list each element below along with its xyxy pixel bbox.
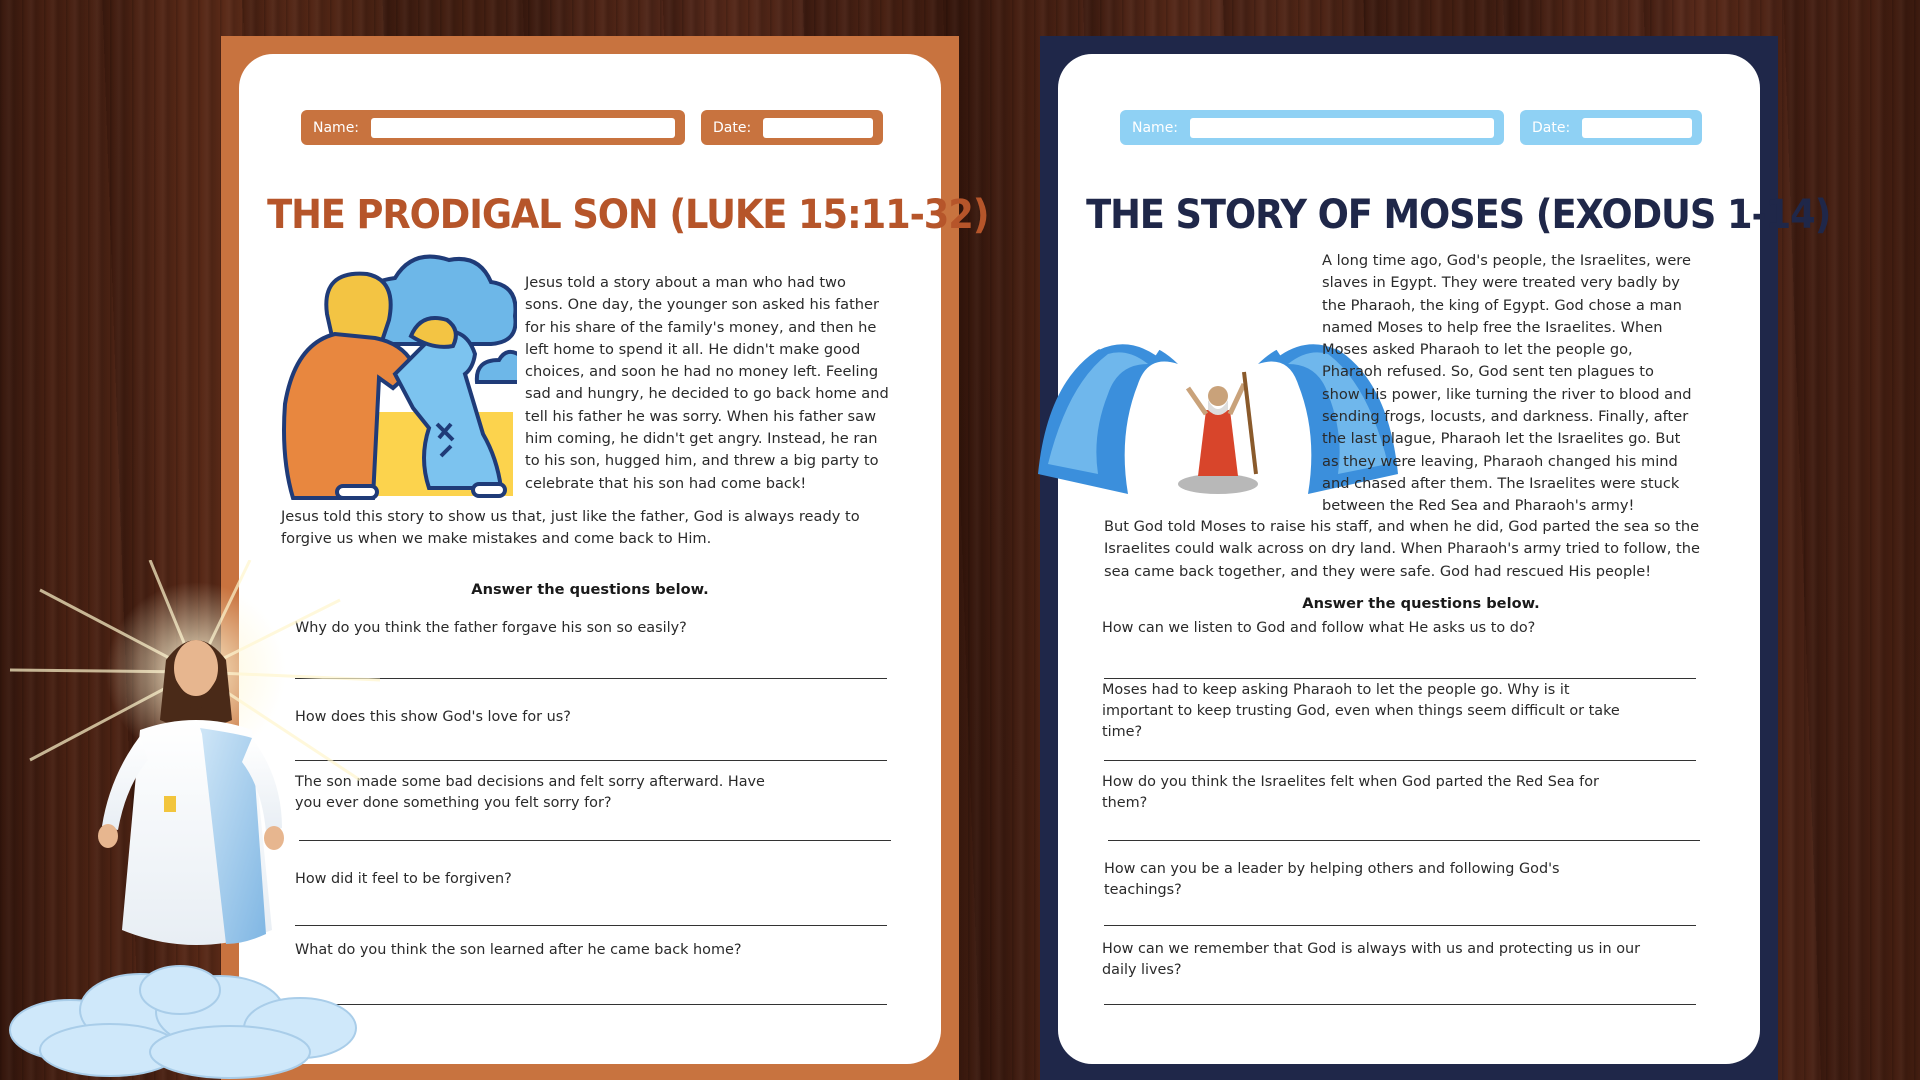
question-1 — [1102, 618, 1722, 639]
question-text: Moses had to keep asking Pharaoh to let the people go. Why is it — [1102, 682, 1570, 698]
question-text: them? — [1102, 795, 1148, 811]
question-text: important to keep trusting God, even when things seem difficult or take — [1102, 703, 1620, 719]
question-text: How can we listen to God and follow what He asks us to do? — [1102, 620, 1536, 636]
question-4 — [295, 869, 915, 890]
story-text — [1322, 250, 1752, 518]
text-line: tell his father he was sorry. When his father saw — [525, 407, 877, 425]
name-input[interactable] — [1190, 118, 1494, 138]
question-5 — [1102, 939, 1702, 981]
father-embracing-son-icon — [277, 254, 517, 500]
text-line: forgive us when we make mistakes and come back to Him. — [281, 530, 712, 548]
date-field[interactable] — [701, 110, 883, 145]
text-line: A long time ago, God's people, the Israelites, were — [1322, 252, 1691, 269]
text-line: Pharaoh refused. So, God sent ten plagues to — [1322, 363, 1654, 381]
text-line: Moses asked Pharaoh to let the people go, — [1322, 341, 1633, 359]
answer-line[interactable] — [1104, 678, 1696, 679]
question-text: teachings? — [1104, 882, 1182, 898]
date-input[interactable] — [763, 118, 873, 138]
question-text: How does this show God's love for us? — [295, 709, 571, 725]
answer-line[interactable] — [1104, 1004, 1696, 1005]
text-line: sea came back together, and they were safe. God had rescued His people! — [1104, 562, 1652, 580]
name-label: Name: — [1132, 119, 1179, 136]
date-input[interactable] — [1582, 118, 1692, 138]
text-line: sons. One day, the younger son asked his father — [525, 296, 880, 314]
answer-line[interactable] — [295, 1004, 887, 1005]
date-label: Date: — [713, 119, 752, 136]
text-line: celebrate that his son had come back! — [525, 474, 807, 492]
question-text: How can you be a leader by helping others and following God's — [1104, 861, 1560, 877]
question-3 — [1102, 772, 1662, 814]
text-line: Israelites could walk across on dry land. When Pharaoh's army tried to follow, the — [1104, 540, 1700, 558]
text-line: Jesus told this story to show us that, just like the father, God is always ready to — [281, 508, 860, 525]
text-line: But God told Moses to raise his staff, and when he did, God parted the sea so the — [1104, 518, 1700, 535]
answer-heading: Answer the questions below. — [1302, 595, 1540, 612]
text-line: as they were leaving, Pharaoh changed his mind — [1322, 452, 1678, 470]
answer-line[interactable] — [1104, 760, 1696, 761]
question-2 — [295, 707, 915, 728]
question-text: How do you think the Israelites felt when God parted the Red Sea for — [1102, 774, 1599, 790]
question-text: What do you think the son learned after he came back home? — [295, 942, 742, 958]
answer-line[interactable] — [1108, 840, 1700, 841]
name-field[interactable] — [301, 110, 685, 145]
question-text: daily lives? — [1102, 962, 1182, 978]
answer-line[interactable] — [1104, 925, 1696, 926]
text-line: between the Red Sea and Pharaoh's army! — [1322, 497, 1635, 515]
answer-line[interactable] — [295, 678, 887, 679]
name-field[interactable] — [1120, 110, 1504, 145]
name-input[interactable] — [371, 118, 675, 138]
text-line: to his son, hugged him, and threw a big party to — [525, 452, 879, 470]
date-field[interactable] — [1520, 110, 1702, 145]
worksheet-moses — [1040, 36, 1831, 1080]
jesus-on-clouds-icon — [0, 560, 380, 1080]
text-line: him coming, he didn't get angry. Instead, he ran — [525, 430, 878, 448]
text-line: show His power, like turning the river to blood and — [1322, 385, 1692, 403]
continuation-text — [1104, 516, 1724, 583]
text-line: sending frogs, locusts, and darkness. Finally, after — [1322, 408, 1689, 426]
question-1 — [295, 618, 915, 639]
question-text: How can we remember that God is always with us and protecting us in our — [1102, 941, 1641, 957]
text-line: choices, and soon he had no money left. Feeling — [525, 363, 879, 381]
text-line: left home to spend it all. He didn't make good — [525, 340, 861, 358]
page-title: THE STORY OF MOSES (EXODUS 1-14) — [1086, 192, 1831, 238]
text-line: for his share of the family's money, and then he — [525, 318, 877, 336]
answer-line[interactable] — [295, 760, 887, 761]
question-text: The son made some bad decisions and felt sorry afterward. Have — [295, 774, 765, 790]
question-text: Why do you think the father forgave his son so easily? — [295, 620, 687, 636]
question-5 — [295, 940, 915, 961]
text-line: the last plague, Pharaoh let the Israelites go. But — [1322, 430, 1681, 448]
question-2 — [1102, 680, 1662, 743]
text-line: Jesus told a story about a man who had two — [525, 274, 846, 291]
text-line: and chased after them. The Israelites were stuck — [1322, 474, 1680, 492]
story-text — [525, 272, 925, 495]
text-line: named Moses to help free the Israelites. When — [1322, 318, 1663, 336]
date-label: Date: — [1532, 119, 1571, 136]
page-title: THE PRODIGAL SON (LUKE 15:11-32) — [267, 192, 989, 238]
question-4 — [1104, 859, 1662, 901]
lesson-text — [281, 506, 921, 551]
worksheet-paper — [1058, 54, 1831, 1064]
question-text: How did it feel to be forgiven? — [295, 871, 512, 887]
question-text: time? — [1102, 724, 1143, 740]
question-text: you ever done something you felt sorry for? — [295, 795, 612, 811]
text-line: sad and hungry, he decided to go back home and — [525, 385, 889, 403]
text-line: the Pharaoh, the king of Egypt. God chose a man — [1322, 296, 1682, 314]
answer-heading: Answer the questions below. — [471, 581, 709, 598]
answer-line[interactable] — [295, 925, 887, 926]
text-line: slaves in Egypt. They were treated very badly by — [1322, 274, 1680, 292]
answer-line[interactable] — [299, 840, 891, 841]
name-label: Name: — [313, 119, 360, 136]
